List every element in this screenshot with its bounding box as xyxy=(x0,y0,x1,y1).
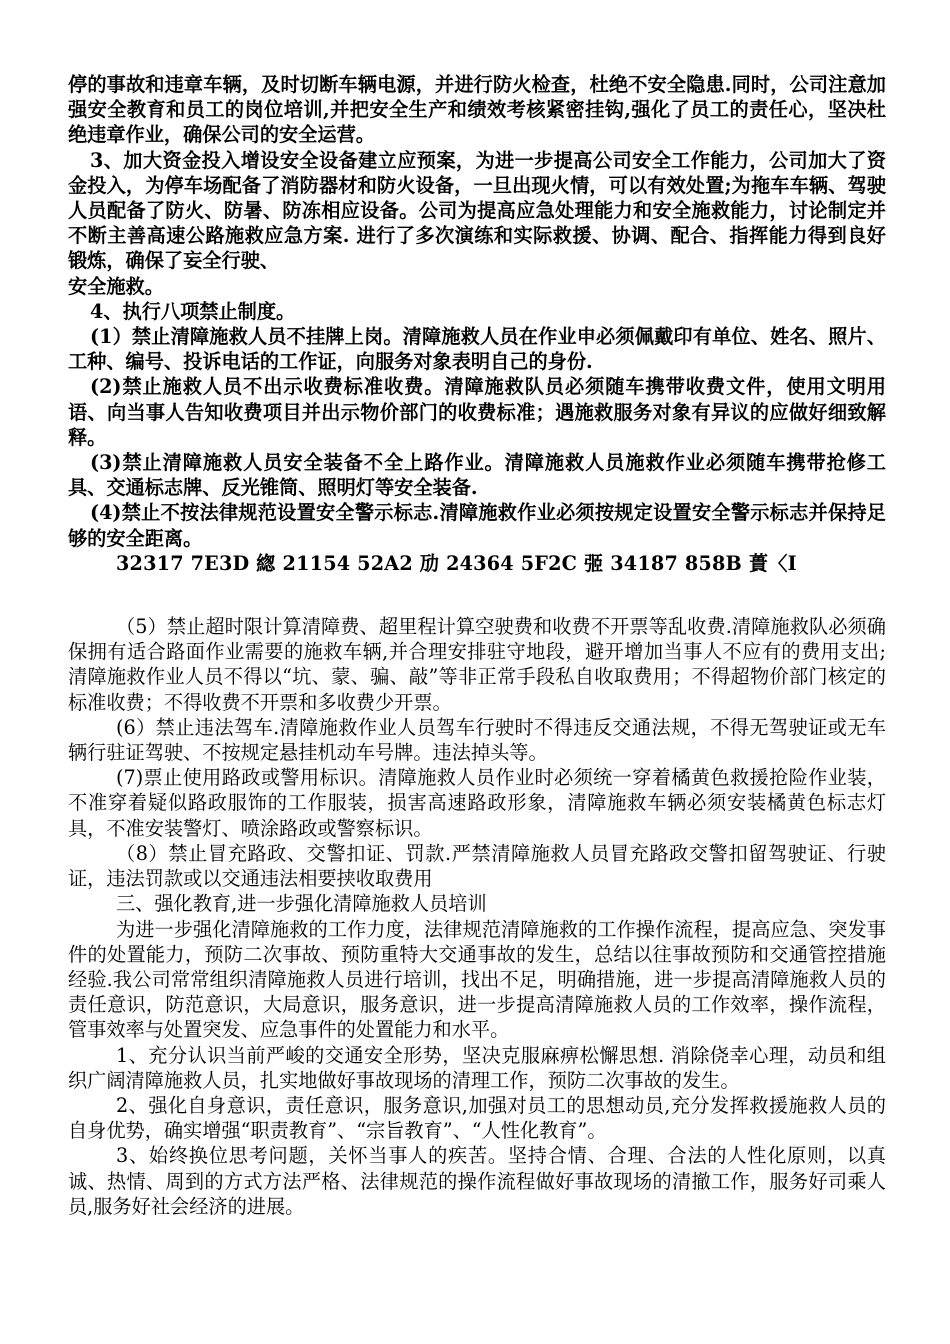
paragraph-ban-2: (2)禁止施救人员不出示收费标准收费。清障施救队员必须随车携带收费文件，使用文明用语、向当事人告知收费项目并出示物价部门的收费标准；遇施救服务对象有异议的应做好细致解释。 xyxy=(68,375,886,449)
paragraph-vehicle-safety: 停的事故和违章车辆，及时切断车辆电源，并进行防火检查，杜绝不安全隐患.同时，公司注意加强安全教育和员工的岗位培训,并把安全生产和绩效考核紧密挂钩,强化了员工的责任心，坚决杜绝违章作业，确保公司的安全运营。 xyxy=(68,73,886,147)
paragraph-ban-6: (6）禁止违法驾车.清障施救作业人员驾车行驶时不得违反交通法规，不得无驾驶证或无车辆行驻证驾驶、不按规定悬挂机动车号牌。违法掉头等。 xyxy=(68,715,886,765)
paragraph-training-1: 1、充分认识当前严峻的交通安全形势，坚决克服麻痹松懈思想. 消除侥幸心理，动员和组织广阔清障施救人员，扎实地做好事故现场的清理工作，预防二次事故的发生。 xyxy=(68,1043,886,1092)
paragraph-training-2: 2、强化自身意识，责任意识，服务意识,加强对员工的思想动员,充分发挥救援施救人员的自身优势，确实增强“职责教育”、“宗旨教育”、“人性化教育”。 xyxy=(68,1093,886,1143)
paragraph-item-3: 3、加大资金投入增设安全设备建立应预案，为进一步提高公司安全工作能力，公司加大了资金投入，为停车场配备了消防器材和防火设备，一旦出现火情，可以有效处置;为拖车车辆、驾驶人员配备了防火、防暑、防冻相应设备。公司为提高应急处理能力和安全施救能力，讨论制定并不断主善高速公路施救应急方案. 进行了多次演练和实际救援、协调、配合、指挥能力得到良好锻炼，确保了妄全行驶、 xyxy=(68,148,886,273)
paragraph-ban-3: (3)禁止清障施救人员安全装备不全上路作业。清障施救人员施救作业必须随车携带抢修工具、交通标志牌、反光锥筒、照明灯等安全装备. xyxy=(68,451,886,500)
paragraph-ban-7: (7)票止使用路政或警用标识。清障施救人员作业时必须统一穿着橘黄色救援抢险作业装，不准穿着疑似路政服饰的工作服装，损害高速路政形象，清障施救车辆必须安装橘黄色标志灯具，不准安装警灯、喷涂路政或警察标识。 xyxy=(68,766,886,840)
document-page xyxy=(68,72,886,1219)
paragraph-ban-4: (4)禁止不按法律规范设置安全警示标志.清障施救作业必须按规定设置安全警示标志并保持足够的安全距离。 xyxy=(68,501,886,550)
section-heading-3: 三、强化教育,进一步强化清障施救人员培训 xyxy=(116,892,487,916)
unicode-code-line: 32317 7E3D 緫 21154 52A2 劢 24364 5F2C 弬 34187 858B 蕢〈I xyxy=(116,551,797,575)
paragraph-item-3-end: 安全施救。 xyxy=(68,274,164,298)
paragraph-training-intro: 为进一步强化清障施救的工作力度，法律规范清障施救的工作操作流程，提高应急、突发事件的处置能力，预防二次事故、预防重特大交通事故的发生，总结以往事故预防和交通管控措施经验.我公司常常组织清障施救人员进行培训，找出不足，明确措施，进一步提高清障施救人员的责任意识，防范意识，大局意识，服务意识，进一步提高清障施救人员的工作效率，操作流程，管事效率与处置突发、应急事件的处置能力和水平。 xyxy=(68,917,886,1042)
paragraph-item-4-heading: 4、执行八项禁止制度。 xyxy=(90,299,296,323)
paragraph-ban-8: （8）禁止冒充路政、交警扣证、罚款.严禁清障施救人员冒充路政交警扣留驾驶证、行驶证，违法罚款或以交通违法相要挟收取费用 xyxy=(68,841,886,891)
paragraph-training-3: 3、始终换位思考问题，关怀当事人的疾苦。坚持合情、合理、合法的人性化原则，以真诚、热情、周到的方式方法严格、法律规范的操作流程做好事故现场的清撤工作，服务好司乘人员,服务好社会经济的进展。 xyxy=(68,1144,886,1218)
paragraph-ban-1: (1）禁止清障施救人员不挂牌上岗。清障施救人员在作业申必须佩戴印有单位、姓名、照片、工种、编号、投诉电话的工作证，向服务对象表明自己的身份. xyxy=(68,325,886,374)
paragraph-ban-5: （5）禁止超时限计算清障费、超里程计算空驶费和收费不开票等乱收费.清障施救队必须确保拥有适合路面作业需要的施救车辆,并合理安排驻守地段，避开增加当事人不应有的费用支出;清障施救作业人员不得以“坑、蒙、骗、敲”等非正常手段私自收取费用；不得超物价部门核定的标准收费；不得收费不开票和多收费少开票。 xyxy=(68,615,886,714)
